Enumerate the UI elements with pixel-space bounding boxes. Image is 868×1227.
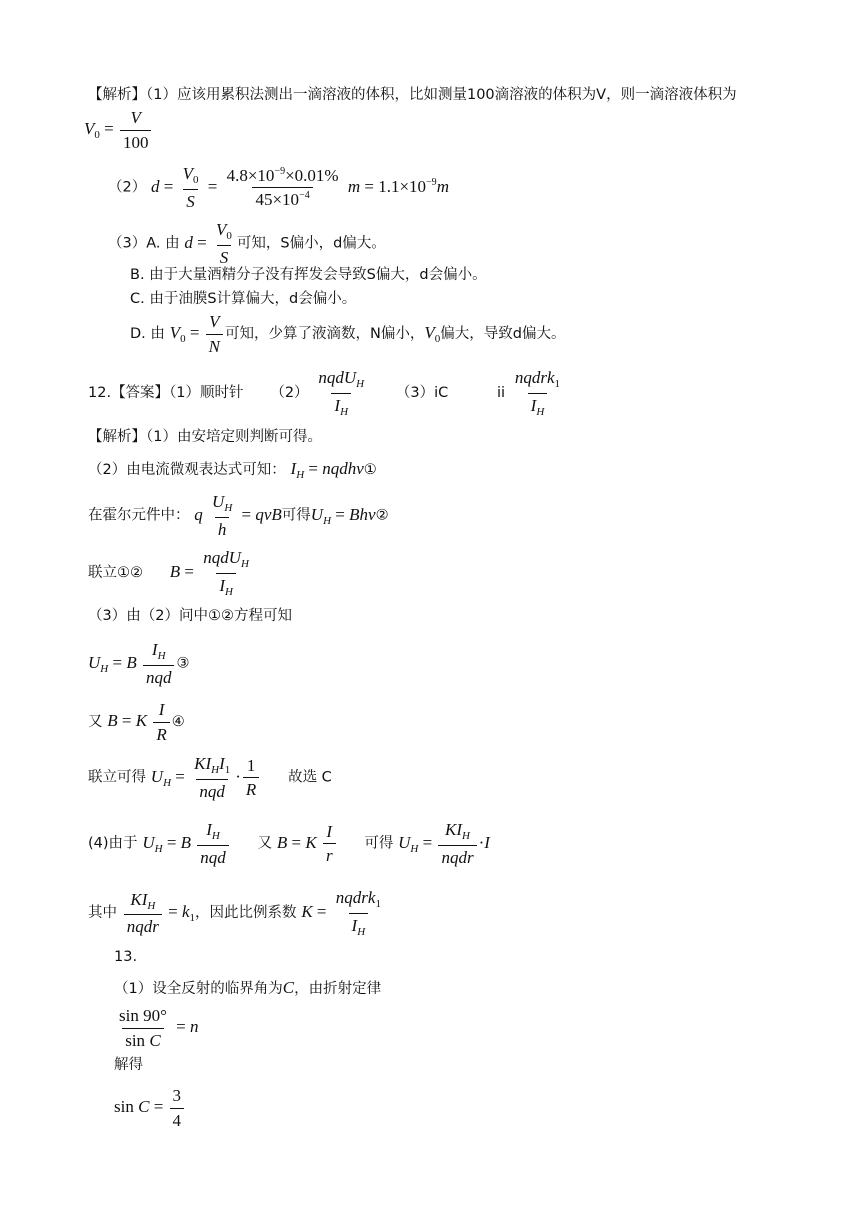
q13-number: 13.: [114, 949, 138, 965]
formula-sinc: sin C = $\frac{3}{4}$: [114, 1086, 186, 1130]
analysis-1-text: （1）应该用累积法测出一滴溶液的体积，比如测量100滴溶液的体积为V，则一滴溶液体积为: [146, 87, 737, 103]
analysis-2-label: （2）: [108, 179, 147, 196]
s12-line9: (4)由于 $U_H = B$ $\frac{I_H}{\text{nqd}}$ 又 B = K $\frac{I}{r}$ 可得 $U_H$ = $\frac{KI_H}{\text{nqdr}}$ ·I: [88, 820, 490, 867]
formula-snell: $\frac{\sin 90^\circ}{\text{sin C}}$ = n: [119, 1006, 199, 1050]
q12-answer: 12.【答案】（1）顺时针 （2） $\frac{nqdU_H}{I_H}$ （3）iC ii $\frac{nqdrk_1}{I_H}$: [88, 368, 561, 418]
formula-v0: $V_0$ = $\frac{V}{100}$: [84, 108, 153, 152]
analysis-paragraph-1: [88, 88, 737, 103]
s12-line5: （3）由（2）问中①②方程可知: [88, 608, 292, 624]
q13-solve: 解得: [114, 1057, 143, 1073]
analysis-3-a: （3）A. 由 d = $\frac{V_0}{S}$ 可知，S偏小，d偏大。: [108, 220, 386, 267]
s12-line10: 其中 $\frac{KI_H}{\text{nqdr}}$ = $k_1$，因此比例系数 K = $\frac{nqdrk_1}{I_H}$: [88, 888, 381, 938]
s12-line4: 联立①② B = $\frac{nqdU_H}{I_H}$: [88, 548, 249, 598]
formula-d-value: d = $\frac{V_0}{S}$ = $\frac{4.8\times 10^{-9}\times 0.01\%}{45\times 10^{-4}}$ $m = 1.1\times 10^{-9}m$: [151, 164, 449, 211]
analysis-3-d: D. 由 $V_0$ = $\frac{V}{N}$ 可知，少算了液滴数，N偏小，$V_0$偏大，导致d偏大。: [130, 312, 566, 356]
analysis-3-c: C. 由于油膜S计算偏大，d会偏小。: [130, 291, 357, 307]
answer-tag: 【答案】: [111, 385, 170, 402]
s12-line1: 【解析】（1）由安培定则判断可得。: [88, 429, 322, 445]
analysis-3-b: B. 由于大量酒精分子没有挥发会导致S偏大，d会偏小。: [130, 267, 487, 283]
analysis-tag: 【解析】: [88, 87, 146, 103]
s12-line3: 在霍尔元件中： q $\frac{U_H}{h}$ = qvB可得$U_H$ = Bhv②: [88, 492, 389, 539]
s12-line6: $U_H = B$ $\frac{I_H}{\text{nqd}}$ ③: [88, 640, 190, 687]
analysis-paragraph-2: [108, 164, 449, 211]
s12-line8: 联立可得 $U_H$ = $\frac{KI_HI_1}{\text{nqd}}$ · $\frac{1}{R}$ 故选 C: [88, 754, 332, 801]
q13-line1: （1）设全反射的临界角为C，由折射定律: [114, 978, 382, 997]
s12-line7: 又 B = K $\frac{I}{R}$ ④: [88, 700, 185, 744]
s12-line2: （2）由电流微观表达式可知： $I_H$ = nqdhv①: [88, 459, 377, 481]
q12-number: 12.: [88, 385, 112, 402]
